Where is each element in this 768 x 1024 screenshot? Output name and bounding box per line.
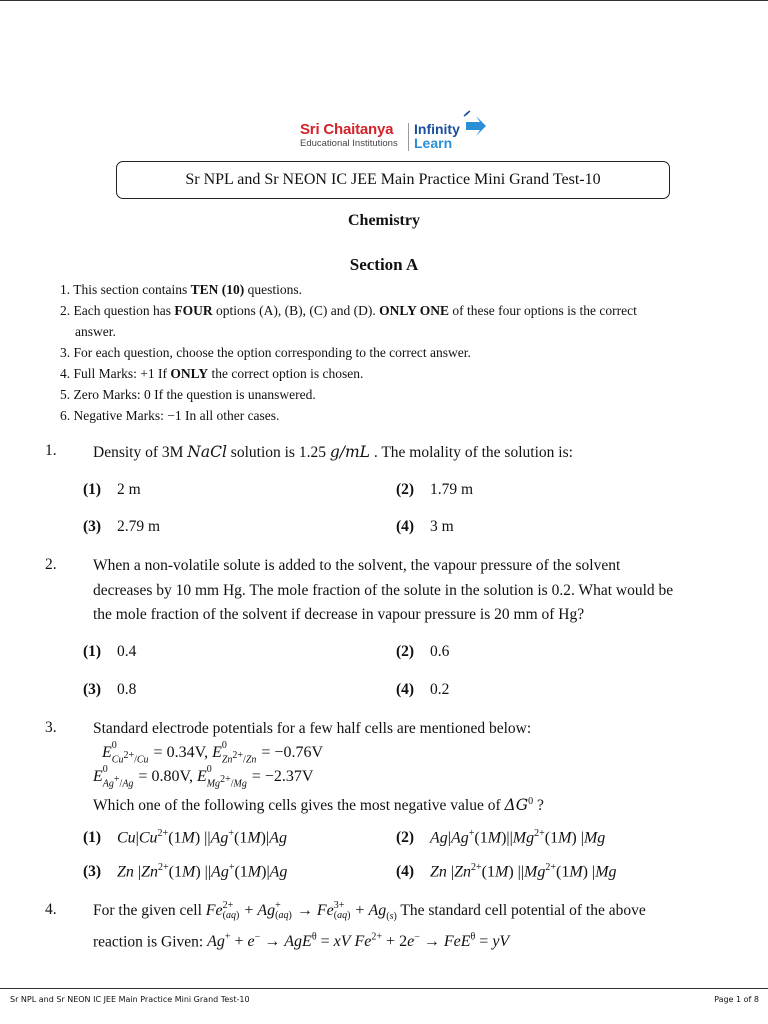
- question-text-line: decreases by 10 mm Hg. The mole fraction of the solute in the solution is 0.2. What would be: [93, 582, 674, 599]
- option-4[interactable]: (4) 0.2: [396, 681, 450, 698]
- question-text-line-2: reaction is Given: Ag+ + e− → AgE$^\theta$ = xV $Fe^{2+} + 2e^- \to FeE^\theta$ = yV: [93, 932, 510, 951]
- option-3[interactable]: (3) Zn $|Zn^{2+}(1M)$ ||Ag+(1M)|Ag: [83, 862, 288, 881]
- logo-divider: [408, 123, 409, 151]
- top-border: [0, 0, 768, 1]
- subject-heading: Chemistry: [348, 212, 420, 229]
- option-4[interactable]: (4) 3 m: [396, 518, 454, 535]
- instruction-item: 2. Each question has FOUR options (A), (B), (C) and (D). ONLY ONE of these four options is the correct: [60, 303, 637, 318]
- section-heading: Section A: [349, 255, 419, 274]
- electrode-potential-eq-1: E 0 $Cu^{2+}/Cu$ = 0.34V, E 0 $Zn^{2+}/Zn$ = −0.76V: [102, 740, 323, 766]
- option-4[interactable]: (4) Zn $|Zn^{2+}(1M)$ $||Mg^{2+}(1M)$ |Mg: [396, 862, 617, 881]
- half-reactions: Ag+ + e− → AgE$^\theta$ = xV $Fe^{2+} + 2e^- \to FeE^\theta$ = yV: [207, 932, 510, 951]
- instruction-item: 5. Zero Marks: 0 If the question is unanswered.: [60, 387, 316, 402]
- option-2[interactable]: (2) 0.6: [396, 643, 450, 660]
- logo-partner-line1: Infinity: [414, 121, 460, 137]
- cell-notation: $Cu|Cu^{2+}(1M)$ ||Ag+(1M)|Ag: [117, 828, 287, 847]
- question-number: 2.: [45, 556, 57, 573]
- question-number: 4.: [45, 901, 57, 918]
- question-intro: Standard electrode potentials for a few half cells are mentioned below:: [93, 720, 532, 737]
- test-title: Sr NPL and Sr NEON IC JEE Main Practice Mini Grand Test-10: [185, 171, 601, 188]
- logo-brand-subtext: Educational Institutions: [300, 138, 398, 149]
- footer-page-number: Page 1 of 8: [714, 995, 759, 1004]
- cell-notation: $Ag|Ag^+(1M)||Mg^{2+}(1M)$ |Mg: [430, 828, 606, 847]
- header-logo: [300, 110, 490, 154]
- infinity-arrow-icon: [462, 110, 488, 140]
- option-1[interactable]: (1) 2 m: [83, 481, 141, 498]
- question-text: For the given cell Fe 2+ (aq) + Ag + (aq) → Fe 3+ (aq) + $Ag_{(s)}$ The standard cell potential of the above: [93, 900, 646, 923]
- option-3[interactable]: (3) 0.8: [83, 681, 137, 698]
- logo-partner-line2: Learn: [414, 135, 453, 151]
- question-number: 3.: [45, 719, 57, 736]
- option-1[interactable]: (1) 0.4: [83, 643, 137, 660]
- option-2[interactable]: (2) $Ag|Ag^+(1M)||Mg^{2+}(1M)$ |Mg: [396, 828, 606, 847]
- electrode-potential-eq-2: E 0 Ag+/Ag = 0.80V, E 0 $Mg^{2+}/Mg$ = −2.37V: [93, 764, 314, 790]
- instruction-item: 3. For each question, choose the option corresponding to the correct answer.: [60, 345, 471, 360]
- instruction-item: 1. This section contains TEN (10) questions.: [60, 282, 303, 297]
- question-number: 1.: [45, 442, 57, 459]
- cell-notation: Zn $|Zn^{2+}(1M)$ $||Mg^{2+}(1M)$ |Mg: [430, 862, 617, 881]
- option-3[interactable]: (3) 2.79 m: [83, 518, 161, 535]
- logo-brand-text: Sri Chaitanya: [300, 121, 394, 138]
- footer-title: Sr NPL and Sr NEON IC JEE Main Practice Mini Grand Test-10: [10, 995, 250, 1004]
- cell-reaction: Fe 2+ (aq) + Ag + (aq) → Fe 3+ (aq) + $Ag_{(s)}$: [205, 900, 397, 923]
- footer-divider: [0, 988, 768, 989]
- option-1[interactable]: (1) $Cu|Cu^{2+}(1M)$ ||Ag+(1M)|Ag: [83, 828, 287, 847]
- instruction-item: 6. Negative Marks: −1 In all other cases.: [60, 408, 280, 423]
- question-text: Which one of the following cells gives the most negative value of $\Delta G^0$ ?: [93, 796, 544, 815]
- question-text-line: the mole fraction of the solvent if decrease in vapour pressure is 20 mm of Hg?: [93, 606, 585, 623]
- option-2[interactable]: (2) 1.79 m: [396, 481, 474, 498]
- instruction-item: 4. Full Marks: +1 If ONLY the correct option is chosen.: [60, 366, 364, 381]
- instruction-item-continuation: answer.: [75, 324, 116, 339]
- question-text-line: When a non-volatile solute is added to the solvent, the vapour pressure of the solvent: [93, 557, 621, 574]
- cell-notation: Zn $|Zn^{2+}(1M)$ ||Ag+(1M)|Ag: [117, 862, 288, 881]
- question-text: Density of 3M NaCl solution is 1.25 g/mL . The molality of the solution is:: [93, 443, 573, 461]
- test-title-box: [116, 161, 670, 199]
